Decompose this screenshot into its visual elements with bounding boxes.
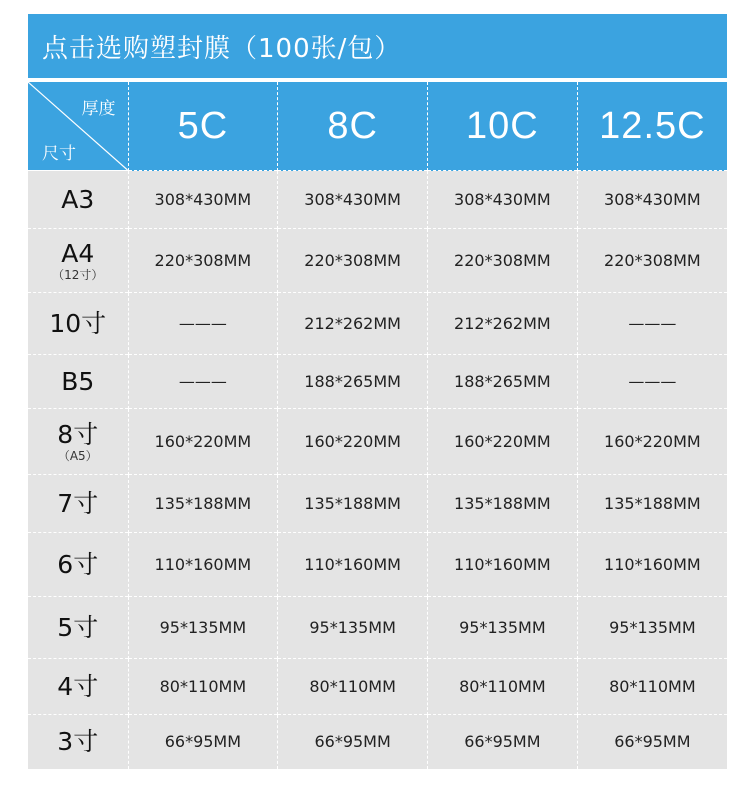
dimension-cell: 110*160MM bbox=[128, 533, 278, 597]
size-note: （12寸） bbox=[52, 267, 104, 282]
dimension-cell: 95*135MM bbox=[128, 597, 278, 659]
dimension-cell: 135*188MM bbox=[428, 475, 578, 533]
table-row bbox=[28, 355, 727, 409]
table-body bbox=[28, 171, 727, 769]
dimension-cell: ——— bbox=[577, 293, 727, 355]
size-cell bbox=[28, 659, 128, 715]
corner-cell bbox=[28, 82, 128, 171]
dimension-cell: 80*110MM bbox=[577, 659, 727, 715]
dimension-cell: 308*430MM bbox=[428, 171, 578, 229]
size-cell bbox=[28, 533, 128, 597]
dimension-cell: 212*262MM bbox=[278, 293, 428, 355]
thickness-header: 5C bbox=[128, 82, 278, 171]
size-name: 8寸 bbox=[57, 419, 99, 449]
dimension-cell: 135*188MM bbox=[128, 475, 278, 533]
thickness-label: 厚度 bbox=[81, 99, 116, 119]
dimension-cell: 80*110MM bbox=[128, 659, 278, 715]
thickness-header: 8C bbox=[278, 82, 428, 171]
thickness-header: 12.5C bbox=[577, 82, 727, 171]
size-cell bbox=[28, 293, 128, 355]
dimension-cell: 188*265MM bbox=[278, 355, 428, 409]
dimension-cell: 308*430MM bbox=[278, 171, 428, 229]
dimension-cell: 220*308MM bbox=[428, 229, 578, 293]
dimension-cell: 160*220MM bbox=[278, 409, 428, 475]
table-row bbox=[28, 475, 727, 533]
table-row bbox=[28, 229, 727, 293]
dimension-cell: 95*135MM bbox=[428, 597, 578, 659]
header-row bbox=[28, 82, 727, 171]
table-row bbox=[28, 171, 727, 229]
dimension-cell: 135*188MM bbox=[577, 475, 727, 533]
size-cell bbox=[28, 409, 128, 475]
dimension-cell: ——— bbox=[128, 355, 278, 409]
size-name: 7寸 bbox=[57, 488, 99, 518]
size-name: 3寸 bbox=[57, 726, 99, 756]
dimension-cell: 160*220MM bbox=[128, 409, 278, 475]
size-label: 尺寸 bbox=[42, 144, 76, 164]
dimension-cell: 135*188MM bbox=[278, 475, 428, 533]
dimension-cell: 110*160MM bbox=[428, 533, 578, 597]
table-row bbox=[28, 533, 727, 597]
size-cell bbox=[28, 171, 128, 229]
dimension-cell: 220*308MM bbox=[278, 229, 428, 293]
size-name: 10寸 bbox=[49, 308, 107, 338]
size-cell bbox=[28, 715, 128, 769]
table-row bbox=[28, 293, 727, 355]
dimension-cell: ——— bbox=[128, 293, 278, 355]
dimension-cell: 66*95MM bbox=[577, 715, 727, 769]
dimension-cell: 220*308MM bbox=[128, 229, 278, 293]
dimension-cell: 95*135MM bbox=[577, 597, 727, 659]
dimension-cell: 220*308MM bbox=[577, 229, 727, 293]
table-row bbox=[28, 659, 727, 715]
size-name: 6寸 bbox=[57, 549, 99, 579]
dimension-cell: 66*95MM bbox=[428, 715, 578, 769]
dimension-cell: 80*110MM bbox=[428, 659, 578, 715]
size-name: 4寸 bbox=[57, 671, 99, 701]
dimension-cell: 212*262MM bbox=[428, 293, 578, 355]
dimension-cell: 110*160MM bbox=[577, 533, 727, 597]
dimension-cell: ——— bbox=[577, 355, 727, 409]
size-cell bbox=[28, 229, 128, 293]
title-text: 点击选购塑封膜（100张/包） bbox=[42, 33, 402, 64]
size-cell bbox=[28, 475, 128, 533]
dimension-cell: 188*265MM bbox=[428, 355, 578, 409]
size-cell bbox=[28, 597, 128, 659]
size-table bbox=[28, 82, 727, 769]
size-note: （A5） bbox=[57, 448, 98, 463]
table-row bbox=[28, 715, 727, 769]
thickness-header: 10C bbox=[428, 82, 578, 171]
dimension-cell: 160*220MM bbox=[428, 409, 578, 475]
size-name: A4 bbox=[61, 238, 95, 268]
size-name: 5寸 bbox=[57, 612, 99, 642]
table-row bbox=[28, 409, 727, 475]
size-name: B5 bbox=[61, 366, 95, 396]
dimension-cell: 66*95MM bbox=[278, 715, 428, 769]
size-cell bbox=[28, 355, 128, 409]
size-name: A3 bbox=[61, 184, 95, 214]
dimension-cell: 95*135MM bbox=[278, 597, 428, 659]
page-title bbox=[28, 14, 727, 78]
table-row bbox=[28, 597, 727, 659]
dimension-cell: 80*110MM bbox=[278, 659, 428, 715]
dimension-cell: 66*95MM bbox=[128, 715, 278, 769]
dimension-cell: 308*430MM bbox=[128, 171, 278, 229]
dimension-cell: 110*160MM bbox=[278, 533, 428, 597]
dimension-cell: 308*430MM bbox=[577, 171, 727, 229]
dimension-cell: 160*220MM bbox=[577, 409, 727, 475]
